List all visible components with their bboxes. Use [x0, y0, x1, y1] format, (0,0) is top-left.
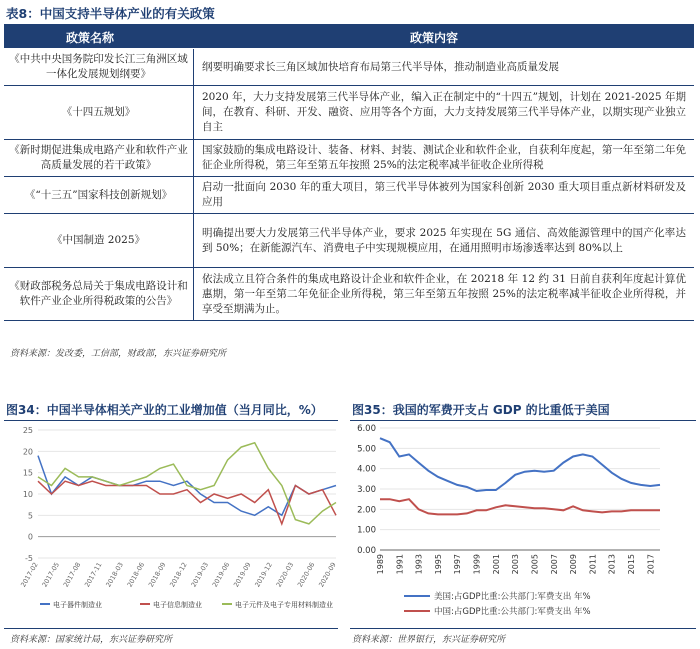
table-row: [4, 140, 694, 177]
x-tick-label: 2019-09: [232, 561, 253, 589]
y-tick-label: -5: [25, 554, 33, 563]
x-tick-label: 1997: [453, 554, 463, 575]
chart35-title: 图35：我国的军费开支占 GDP 的比重低于美国: [352, 403, 610, 417]
y-tick-label: 10: [22, 490, 33, 499]
policy-content: 2020 年，大力支持发展第三代半导体产业，编入正在制定中的“十四五”规划，计划在 2021-2025 年期间，在教育、科研、开发、融资、应用等各个方面，大力支持发展第三代半导体产业，以期实现产业独立自主: [202, 91, 686, 133]
y-tick-label: 1.00: [357, 525, 376, 536]
x-tick-label: 2019-03: [189, 561, 211, 589]
x-tick-label: 2013: [607, 554, 617, 575]
chart35-title-rule: [350, 420, 696, 421]
x-tick-label: 2017-08: [61, 561, 83, 589]
x-tick-label: 1995: [433, 554, 443, 575]
table-row: [4, 49, 694, 86]
table-row: [4, 214, 694, 268]
x-tick-label: 2020-03: [274, 561, 296, 589]
policy-content: 明确提出要大力发展第三代半导体产业，要求 2025 年实现在 5G 通信、高效能源管理中的国产化率达到 50%；在新能源汽车、消费电子中实现规模应用，在通用照明市场渗透率达到 80%以上: [202, 226, 686, 254]
policy-name: 《“十三五”国家科技创新规划》: [4, 177, 194, 213]
table-row: [4, 177, 694, 214]
table-row: [4, 268, 694, 321]
x-tick-label: 2018-09: [146, 561, 168, 589]
x-tick-label: 1991: [395, 554, 405, 575]
x-tick-label: 2015: [627, 554, 637, 575]
x-tick-label: 2019-06: [210, 561, 232, 589]
x-tick-label: 2018-06: [125, 561, 147, 589]
x-tick-label: 2003: [511, 554, 521, 575]
y-tick-label: 5: [27, 511, 33, 521]
x-tick-label: 2019-12: [253, 561, 274, 589]
x-tick-label: 1999: [472, 554, 482, 575]
y-tick-label: 2.00: [357, 505, 376, 516]
chart35-bottom-rule: [350, 628, 696, 629]
x-tick-label: 2001: [491, 554, 501, 575]
y-tick-label: 25: [22, 426, 33, 435]
chart34-title: 图34：中国半导体相关产业的工业增加值（当月同比，%）: [6, 403, 323, 417]
y-tick-label: 0.00: [357, 546, 376, 556]
y-tick-label: 5.00: [357, 444, 376, 455]
y-tick-label: 0: [27, 532, 33, 542]
legend-label: 电子器件制造业: [53, 601, 102, 609]
x-tick-label: 2020-06: [295, 561, 317, 589]
series-line-1: [38, 481, 336, 524]
x-tick-label: 2009: [569, 554, 579, 575]
policy-content: 国家鼓励的集成电路设计、装备、材料、封装、测试企业和软件企业，自获利年度起，第一年至第二年免征企业所得税，第三年至第五年按照 25%的法定税率减半征收企业所得税: [202, 144, 686, 171]
policy-table: [4, 49, 694, 321]
y-tick-label: 6.00: [357, 424, 376, 434]
chart34: [0, 422, 345, 627]
chart35: [346, 422, 700, 627]
x-tick-label: 2005: [530, 554, 540, 575]
x-tick-label: 2011: [588, 554, 598, 575]
table-row: [4, 86, 694, 140]
header-content: 政策内容: [410, 31, 459, 45]
x-tick-label: 2017: [646, 554, 656, 575]
legend-label: 电子元件及电子专用材料制造业: [235, 601, 333, 609]
x-tick-label: 2017-11: [83, 561, 104, 589]
legend-label: 电子信息制造业: [153, 601, 202, 609]
chart34-bottom-rule: [4, 628, 338, 629]
x-tick-label: 2017-02: [19, 561, 40, 589]
policy-content: 依法成立且符合条件的集成电路设计企业和软件企业，在 20218 年 12 约 31 日前自获利年度起计算优惠期，第一年至第二年免征企业所得税，第三年至第五年按照 25%的法定税率减半征收企业所得税，并享受至期满为止。: [202, 272, 686, 315]
policy-content: 启动一批面向 2030 年的重大项目，第三代半导体被列为国家科创新 2030 重大项目重点新材料研发及应用: [202, 181, 686, 208]
legend-label: 美国:占GDP比重:公共部门:军费支出 年%: [434, 592, 591, 602]
x-tick-label: 2017-05: [40, 561, 62, 589]
header-name: 政策名称: [66, 31, 115, 45]
x-tick-label: 1989: [376, 554, 385, 575]
policy-name: 《新时期促进集成电路产业和软件产业高质量发展的若干政策》: [4, 140, 194, 176]
policy-name: 《中共中央国务院印发长江三角洲区域一体化发展规划纲要》: [4, 49, 194, 85]
x-tick-label: 2020-09: [317, 561, 338, 589]
table-header: [4, 24, 694, 48]
x-tick-label: 2007: [549, 554, 559, 575]
legend-label: 中国:占GDP比重:公共部门:军费支出 年%: [434, 607, 591, 617]
chart34-title-rule: [4, 420, 338, 421]
policy-name: 《十四五规划》: [4, 86, 194, 139]
policy-name: 《财政部税务总局关于集成电路设计和软件产业企业所得税政策的公告》: [4, 268, 194, 320]
policy-content: 纲要明确要求长三角区域加快培育布局第三代半导体，推动制造业高质量发展: [202, 60, 559, 73]
chart35-source: 资料来源：世界银行，东兴证券研究所: [352, 635, 506, 645]
y-tick-label: 15: [22, 468, 33, 478]
table-title: 表8：中国支持半导体产业的有关政策: [6, 6, 215, 21]
y-tick-label: 20: [22, 447, 33, 457]
x-tick-label: 2018-03: [104, 561, 125, 589]
y-tick-label: 3.00: [357, 485, 376, 495]
y-tick-label: 4.00: [357, 464, 376, 475]
chart34-source: 资料来源：国家统计局，东兴证券研究所: [10, 635, 173, 645]
x-tick-label: 1993: [414, 554, 424, 575]
series-line-0: [380, 438, 660, 491]
series-line-1: [380, 499, 660, 514]
table-source: 资料来源：发改委，工信部，财政部，东兴证券研究所: [10, 349, 227, 359]
policy-name: 《中国制造 2025》: [4, 214, 194, 267]
x-tick-label: 2018-12: [168, 561, 189, 589]
